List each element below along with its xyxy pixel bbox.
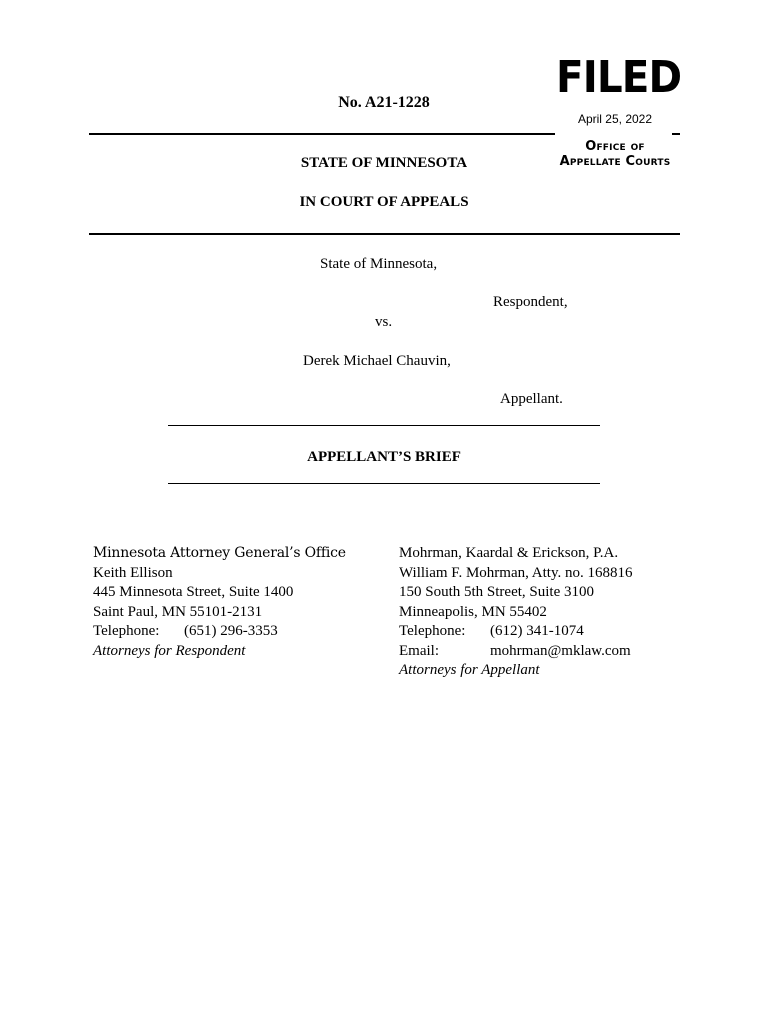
brief-rule-top (168, 425, 600, 426)
appellant-counsel-block (399, 544, 632, 681)
respondent-telephone-label: Telephone: (93, 623, 160, 639)
appellant-firm: Mohrman, Kaardal & Erickson, P.A. (399, 545, 619, 561)
respondent-address-line2: Saint Paul, MN 55101-2131 (93, 603, 263, 620)
respondent-counsel-block (93, 544, 346, 661)
top-rule-left (89, 133, 555, 135)
plaintiff-role: Respondent, (493, 294, 568, 310)
defendant-role: Appellant. (500, 391, 563, 407)
appellant-telephone-value: (612) 341-1074 (490, 623, 584, 639)
top-rule-right (672, 133, 680, 135)
stamp-date: April 25, 2022 (577, 112, 653, 126)
caption-rule (89, 233, 680, 235)
case-number: No. A21-1228 (338, 94, 430, 111)
appellant-address-line2: Minneapolis, MN 55402 (399, 603, 547, 620)
respondent-office: Minnesota Attorney General’s Office (93, 545, 346, 561)
appellant-telephone (399, 622, 632, 642)
respondent-telephone-value: (651) 296-3353 (184, 623, 278, 639)
plaintiff-name: State of Minnesota, (320, 256, 438, 272)
stamp-office (556, 139, 674, 169)
filed-stamp: FILED (556, 52, 682, 103)
appellant-telephone-label: Telephone: (399, 623, 466, 639)
appellant-email (399, 642, 632, 662)
appellant-email-label: Email: (399, 642, 439, 659)
brief-title: APPELLANT’S BRIEF (307, 449, 461, 465)
appellant-email-value: mohrman@mklaw.com (490, 642, 631, 659)
stamp-office-line2: Appellate Courts (559, 154, 671, 169)
brief-rule-bottom (168, 483, 600, 484)
appellant-attorney-name: William F. Mohrman, Atty. no. 168816 (399, 564, 633, 581)
appellant-role: Attorneys for Appellant (399, 662, 540, 678)
respondent-telephone (93, 622, 346, 642)
stamp-office-line1: Office of (585, 139, 645, 154)
court-state: STATE OF MINNESOTA (300, 155, 468, 171)
respondent-role: Attorneys for Respondent (93, 642, 246, 659)
respondent-address-line1: 445 Minnesota Street, Suite 1400 (93, 584, 294, 600)
defendant-name: Derek Michael Chauvin, (303, 353, 451, 369)
respondent-attorney-name: Keith Ellison (93, 564, 173, 581)
appellant-address-line1: 150 South 5th Street, Suite 3100 (399, 584, 594, 600)
versus: vs. (375, 314, 393, 330)
court-name: IN COURT OF APPEALS (299, 194, 469, 210)
